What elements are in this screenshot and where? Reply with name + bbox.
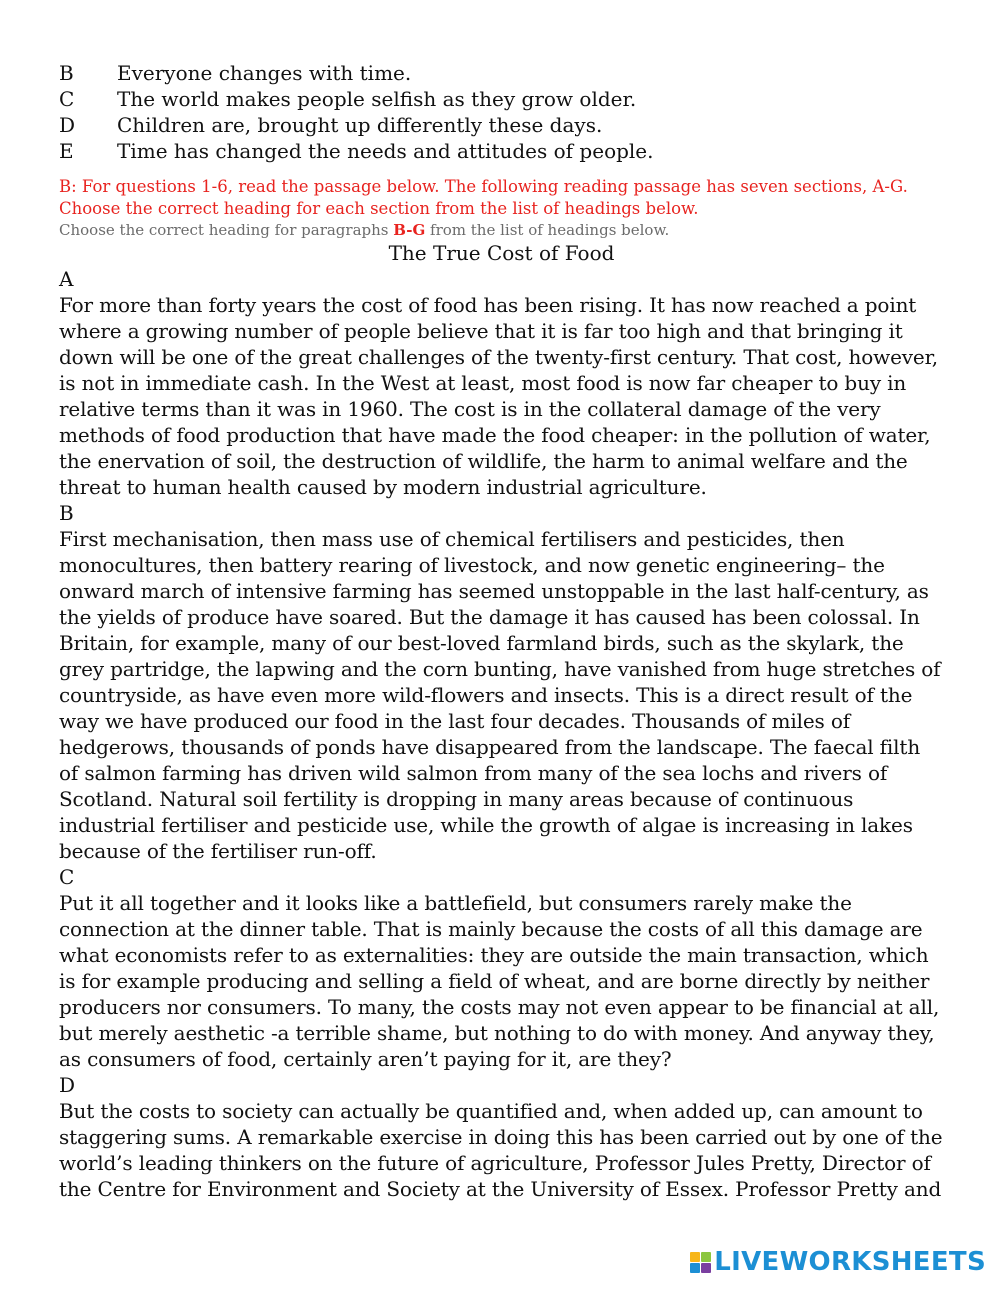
section-paragraph: For more than forty years the cost of food has been rising. It has now reached a point where a growing number of people believe that it is far too high and that bringing it down will be one of the great challenges of the twenty-first century. That cost, however, is not in immediate cash. In the West at least, most food is now far cheaper to buy in relative terms than it was in 1960. The cost is in the collateral damage of the very methods of food production that have made the food cheaper: in the pollution of water, the enervation of soil, the destruction of wildlife, the harm to animal welfare and the threat to human health caused by modern industrial agriculture.: [59, 293, 939, 499]
logo-square: [701, 1263, 711, 1273]
heading-option: [59, 138, 944, 164]
heading-option: [59, 112, 944, 138]
instructions-sub-before: Choose the correct heading for paragraphs: [59, 221, 394, 239]
section-letter: B: [59, 501, 74, 525]
logo-square: [701, 1252, 711, 1262]
option-letter: C: [59, 87, 75, 111]
liveworksheets-logo[interactable]: [690, 1247, 986, 1277]
instructions-sub-bold: B-G: [393, 221, 426, 239]
instructions-sub-after: from the list of headings below.: [425, 221, 670, 239]
section-letter: C: [59, 865, 75, 889]
option-text: Everyone changes with time.: [117, 61, 412, 85]
instructions-sub: [59, 220, 944, 240]
option-letter: D: [59, 113, 76, 137]
option-text: Children are, brought up differently these days.: [117, 113, 603, 137]
section-a: [59, 266, 944, 500]
option-text: Time has changed the needs and attitudes of people.: [117, 139, 654, 163]
section-paragraph: Put it all together and it looks like a battlefield, but consumers rarely make the connection at the dinner table. That is mainly because the costs of all this damage are what economists refer to as externalities: they are outside the main transaction, which is for example producing and selling a field of wheat, and are borne directly by neither producers nor consumers. To many, the costs may not even appear to be financial at all, but merely aesthetic -a terrible shame, but nothing to do with money. And anyway they, as consumers of food, certainly aren’t paying for it, are they?: [59, 891, 940, 1071]
logo-square: [690, 1252, 700, 1262]
section-paragraph: But the costs to society can actually be quantified and, when added up, can amount to staggering sums. A remarkable exercise in doing this has been carried out by one of the world’s leading thinkers on the future of agriculture, Professor Jules Pretty, Director of the Centre for Environment and Society at the University of Essex. Professor Pretty and: [59, 1099, 943, 1201]
heading-option: [59, 60, 944, 86]
logo-square: [690, 1263, 700, 1273]
heading-options-list: [59, 60, 944, 164]
section-paragraph: First mechanisation, then mass use of chemical fertilisers and pesticides, then monocultures, then battery rearing of livestock, and now genetic engineering– the onward march of intensive farming has seemed unstoppable in the last half-century, as the yields of produce have soared. But the damage it has caused has been colossal. In Britain, for example, many of our best-loved farmland birds, such as the skylark, the grey partridge, the lapwing and the corn bunting, have vanished from huge stretches of countryside, as have even more wild-flowers and insects. This is a direct result of the way we have produced our food in the last four decades. Thousands of miles of hedgerows, thousands of ponds have disappeared from the landscape. The faecal filth of salmon farming has driven wild salmon from many of the sea lochs and rivers of Scotland. Natural soil fertility is dropping in many areas because of continuous industrial fertiliser and pesticide use, while the growth of algae is increasing in lakes because of the fertiliser run-off.: [59, 527, 941, 863]
brand-name: LIVEWORKSHEETS: [714, 1247, 986, 1277]
logo-grid-icon: [690, 1252, 711, 1273]
instructions-main: B: For questions 1-6, read the passage below. The following reading passage has seven sections, A-G. Choose the correct heading for each section from the list of headings below.: [59, 177, 908, 218]
section-letter: A: [59, 267, 74, 291]
passage-title: The True Cost of Food: [388, 241, 615, 265]
section-d: [59, 1072, 944, 1202]
option-letter: B: [59, 61, 74, 85]
worksheet-page: [59, 60, 944, 1202]
section-b: [59, 500, 944, 864]
section-c: [59, 864, 944, 1072]
heading-option: [59, 86, 944, 112]
section-letter: D: [59, 1073, 76, 1097]
option-text: The world makes people selfish as they grow older.: [117, 87, 637, 111]
option-letter: E: [59, 139, 74, 163]
